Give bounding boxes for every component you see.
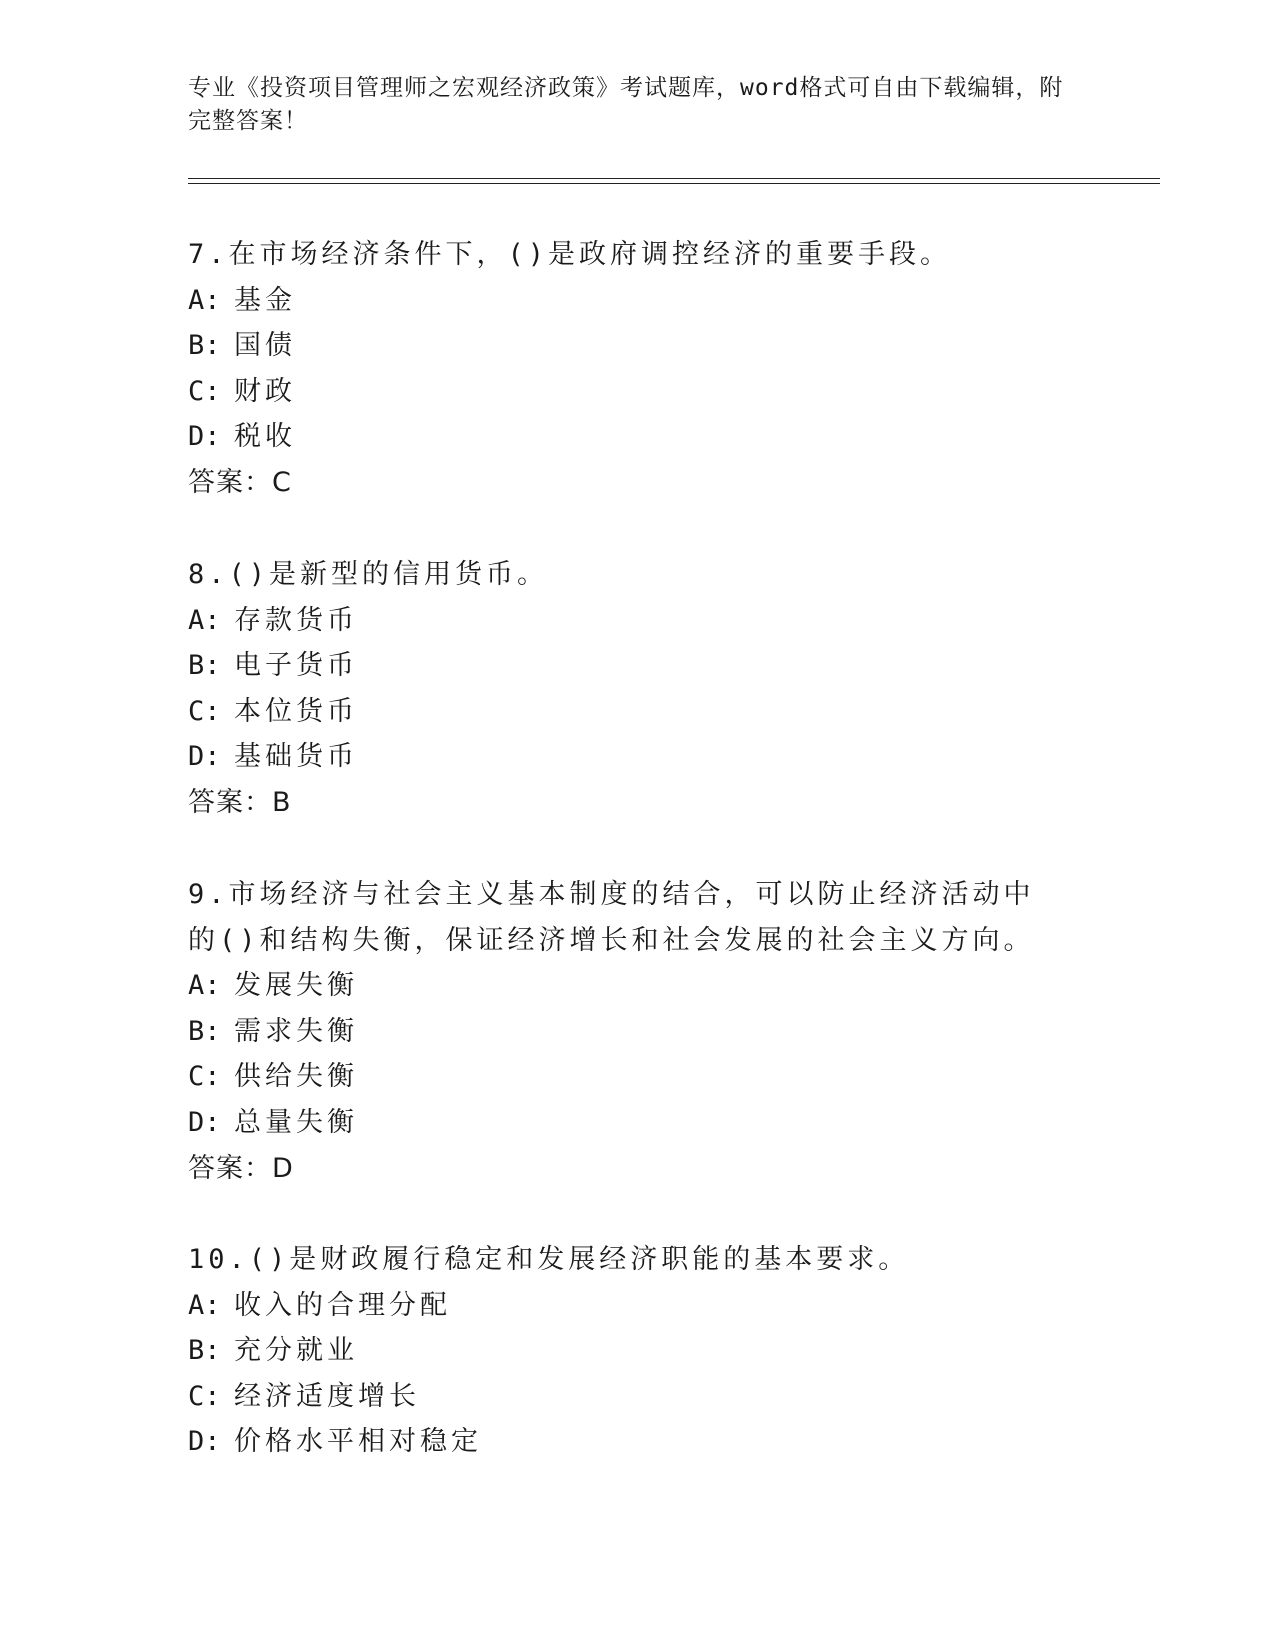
header-divider-top (188, 178, 1160, 179)
option-letter: D: (188, 421, 221, 453)
option-text: 电子货币 (234, 650, 358, 682)
question-stem: 10.()是财政履行稳定和发展经济职能的基本要求。 (188, 1244, 910, 1275)
option-d (188, 734, 1088, 780)
option-letter: A: (188, 284, 221, 316)
option-letter: B: (188, 650, 221, 682)
question-7 (188, 232, 1088, 506)
option-text: 价格水平相对稳定 (234, 1426, 482, 1458)
option-c (188, 1054, 1088, 1100)
option-b (188, 643, 1088, 689)
option-letter: A: (188, 1289, 221, 1321)
option-letter: C: (188, 1380, 221, 1412)
option-c (188, 369, 1088, 415)
question-8 (188, 552, 1088, 826)
option-a (188, 963, 1088, 1009)
option-a (188, 1283, 1088, 1329)
option-letter: D: (188, 1106, 221, 1138)
option-letter: C: (188, 375, 221, 407)
option-text: 本位货币 (234, 695, 358, 727)
option-text: 经济适度增长 (234, 1380, 420, 1412)
option-text: 基金 (234, 284, 296, 316)
option-b (188, 1328, 1088, 1374)
answer: 答案：D (188, 1152, 294, 1184)
header-divider-bottom (188, 183, 1160, 184)
option-text: 存款货币 (234, 604, 358, 636)
option-text: 国债 (234, 330, 296, 362)
option-d (188, 414, 1088, 460)
option-a (188, 278, 1088, 324)
option-letter: B: (188, 1335, 221, 1367)
option-c (188, 1374, 1088, 1420)
option-letter: A: (188, 970, 221, 1002)
option-text: 需求失衡 (234, 1015, 358, 1047)
option-text: 总量失衡 (234, 1106, 358, 1138)
option-letter: A: (188, 604, 221, 636)
option-letter: B: (188, 1015, 221, 1047)
option-letter: D: (188, 1426, 221, 1458)
option-a (188, 598, 1088, 644)
option-text: 供给失衡 (234, 1061, 358, 1093)
option-letter: D: (188, 741, 221, 773)
question-stem: 9.市场经济与社会主义基本制度的结合，可以防止经济活动中的()和结构失衡，保证经济增长和社会发展的社会主义方向。 (188, 879, 1035, 956)
option-letter: B: (188, 330, 221, 362)
option-letter: C: (188, 695, 221, 727)
option-text: 发展失衡 (234, 970, 358, 1002)
option-d (188, 1100, 1088, 1146)
option-c (188, 689, 1088, 735)
question-9 (188, 872, 1088, 1191)
question-stem: 7.在市场经济条件下，()是政府调控经济的重要手段。 (188, 239, 952, 270)
option-letter: C: (188, 1061, 221, 1093)
option-text: 税收 (234, 421, 296, 453)
document-header: 专业《投资项目管理师之宏观经济政策》考试题库，word格式可自由下载编辑，附完整答案！ (188, 75, 1064, 134)
option-d (188, 1419, 1088, 1465)
question-stem: 8.()是新型的信用货币。 (188, 559, 549, 590)
answer: 答案：B (188, 786, 292, 818)
option-text: 收入的合理分配 (234, 1289, 451, 1321)
option-b (188, 323, 1088, 369)
option-text: 充分就业 (234, 1335, 358, 1367)
option-b (188, 1009, 1088, 1055)
question-10 (188, 1237, 1088, 1465)
option-text: 基础货币 (234, 741, 358, 773)
answer: 答案：C (188, 466, 292, 498)
option-text: 财政 (234, 375, 296, 407)
